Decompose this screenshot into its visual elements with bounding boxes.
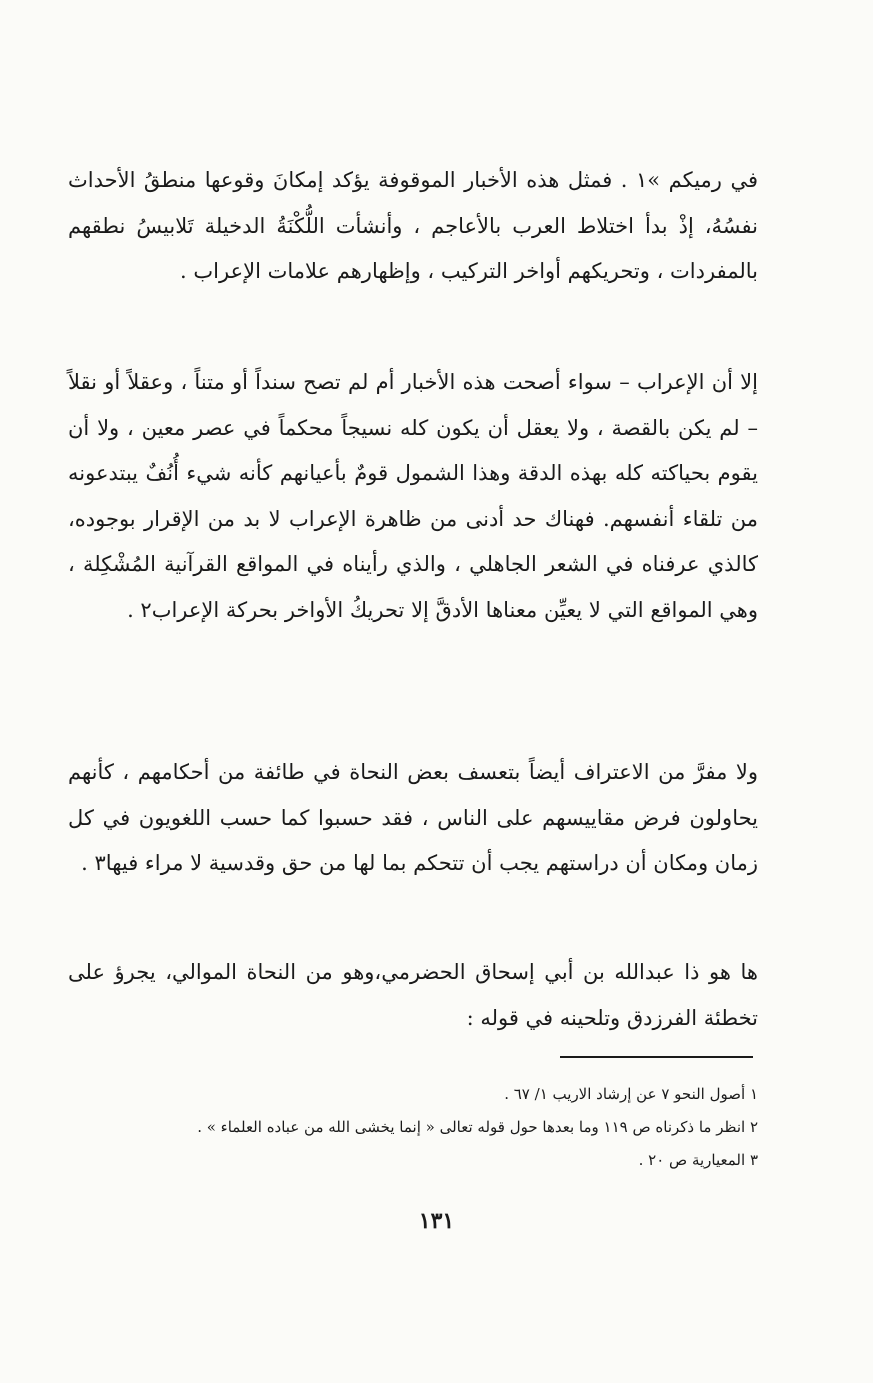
paragraph-1: في رميكم »١ . فمثل هذه الأخبار الموقوفة يؤكد إمكانَ وقوعها منطقُ الأحداث نفسُهُ، إذْ بدأ اختلاط العرب بالأعاجم ، وأنشأت اللُّكْنَةُ الدخيلة تَلابيسُ نطقهم بالمفردات ، وتحريكهم أواخر التركيب ، وإظهارهم علامات الإعراب . — [68, 168, 758, 283]
footnote-3: ٣ المعيارية ص ٢٠ . — [638, 1151, 758, 1169]
footnote-divider — [560, 1056, 753, 1058]
footnote-1: ١ أصول النحو ٧ عن إرشاد الاريب ١/ ٦٧ . — [504, 1085, 758, 1103]
paragraph-3: ولا مفرَّ من الاعتراف أيضاً بتعسف بعض النحاة في طائفة من أحكامهم ، كأنهم يحاولون فرض مقاييسهم على الناس ، فقد حسبوا كما حسب اللغويون في كل زمان ومكان أن دراستهم يجب أن تتحكم بما لها من حق وقدسية لا مراء فيها٣ . — [68, 760, 759, 875]
footnote-2: ٢ انظر ما ذكرناه ص ١١٩ وما بعدها حول قوله تعالى « إنما يخشى الله من عباده العلماء » . — [197, 1118, 758, 1136]
page-number: ١٣١ — [418, 1208, 455, 1234]
paragraph-4: ها هو ذا عبدالله بن أبي إسحاق الحضرمي،وهو من النحاة الموالي، يجرؤ على تخطئة الفرزدق وتلحينه في قوله : — [68, 960, 758, 1030]
paragraph-2: إلا أن الإعراب – سواء أصحت هذه الأخبار أم لم تصح سنداً أو متناً ، وعقلاً أو نقلاً – لم يكن بالقصة ، ولا يعقل أن يكون كله نسيجاً محكماً في عصر معين ، ولا أن يقوم بحياكته كله بهذه الدقة وهذا الشمول قومٌ بأعيانهم كأنه شيء أُنُفٌ يبتدعونه من تلقاء أنفسهم. فهناك حد أدنى من ظاهرة الإعراب لا بد من الإقرار بوجوده، كالذي عرفناه في الشعر الجاهلي ، والذي رأيناه في المواقع القرآنية المُشْكِلة ، وهي المواقع التي لا يعيِّن معناها الأدقَّ إلا تحريكُ الأواخر بحركة الإعراب٢ . — [68, 370, 758, 622]
footnotes-list — [68, 1078, 758, 1177]
